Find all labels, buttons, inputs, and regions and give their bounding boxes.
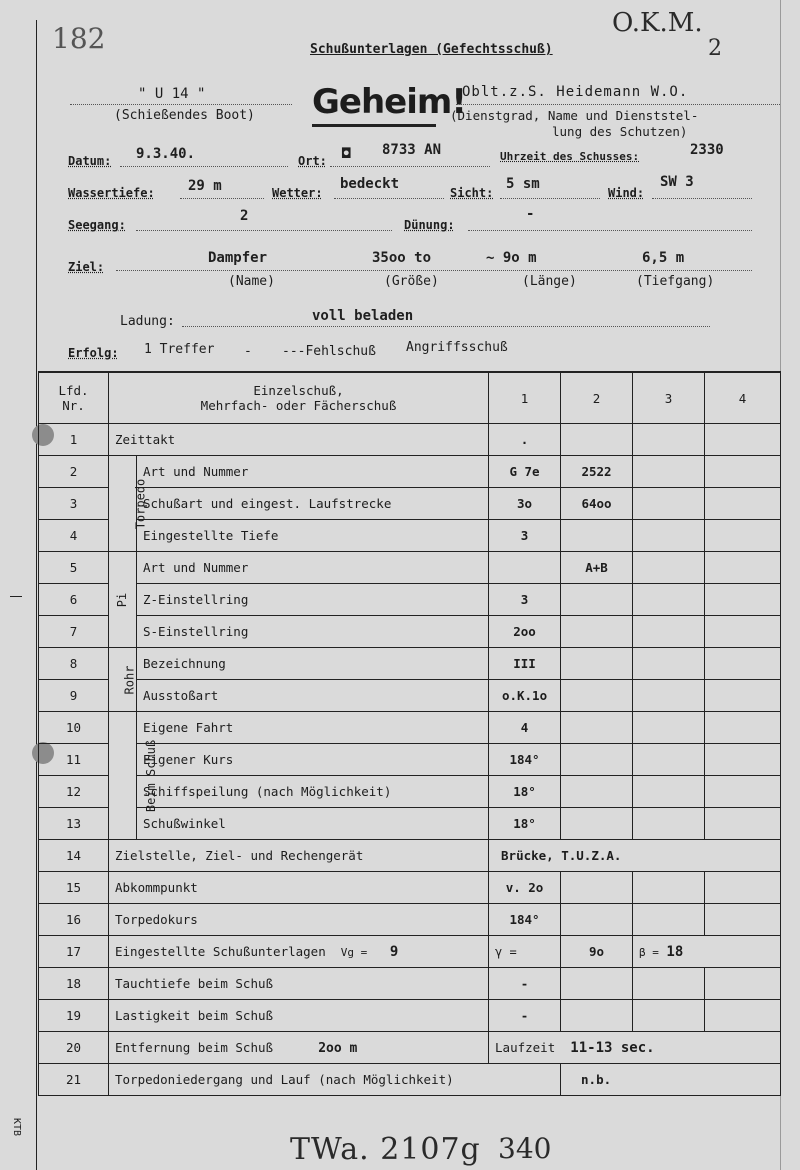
table-row [39, 968, 781, 1000]
row-value-3 [633, 776, 705, 808]
wind-label: Wind: [608, 186, 645, 200]
row-value-4 [705, 1000, 781, 1032]
ziel-dots [116, 270, 752, 271]
row-value-3 [633, 904, 705, 936]
table-row [39, 680, 781, 712]
row-value-4 [705, 968, 781, 1000]
table-row [39, 872, 781, 904]
table-row [39, 424, 781, 456]
row-number: 10 [39, 712, 109, 744]
duenung-label: Dünung: [404, 218, 455, 232]
ziel-name: Dampfer [208, 250, 268, 266]
erfolg-treffer: 1 Treffer [144, 342, 215, 357]
duenung-value: - [526, 206, 535, 222]
row-value-2 [561, 968, 633, 1000]
row-number: 11 [39, 744, 109, 776]
row-value-1 [489, 552, 561, 584]
row-value-3 [633, 968, 705, 1000]
row-label: S-Einstellring [137, 616, 489, 648]
row-label: Torpedokurs [109, 904, 489, 936]
row-number: 15 [39, 872, 109, 904]
wetter-label: Wetter: [272, 186, 323, 200]
margin-tick [10, 596, 22, 597]
header-col-1: 1 [489, 372, 561, 424]
row-value-4 [705, 904, 781, 936]
row-number: 2 [39, 456, 109, 488]
form-title: Schußunterlagen (Gefechtsschuß) [310, 42, 553, 57]
row-value-4 [705, 648, 781, 680]
wassertiefe-label: Wassertiefe: [68, 186, 155, 200]
table-header-row [39, 372, 781, 424]
row-label: Zeittakt [109, 424, 489, 456]
row-value-4 [705, 552, 781, 584]
row-value-1: . [489, 424, 561, 456]
row-value-1: 18° [489, 776, 561, 808]
shooter-dotted-line [456, 104, 780, 105]
ort-label: Ort: [298, 154, 327, 168]
shooter-caption-1: (Dienstgrad, Name und Dienststel- [450, 108, 699, 123]
row-value-3 [633, 552, 705, 584]
group-rohr: Rohr [109, 648, 137, 712]
row-value-2 [561, 424, 633, 456]
row-value-1: G 7e [489, 456, 561, 488]
erfolg-label: Erfolg: [68, 346, 119, 360]
okm-handwritten: O.K.M. [612, 8, 703, 38]
row-label: Schußwinkel [137, 808, 489, 840]
row-number: 13 [39, 808, 109, 840]
row-label: Eingestellte Tiefe [137, 520, 489, 552]
row-value-1: 3o [489, 488, 561, 520]
datum-label: Datum: [68, 154, 112, 168]
table-row [39, 456, 781, 488]
table-row [39, 584, 781, 616]
row-label: Ausstoßart [137, 680, 489, 712]
row-number: 6 [39, 584, 109, 616]
header-lfd-nr: Lfd. Nr. [39, 372, 109, 424]
table-row [39, 712, 781, 744]
row-label: Eigener Kurs [137, 744, 489, 776]
row-number: 1 [39, 424, 109, 456]
wind-value: SW 3 [660, 174, 694, 190]
group-pi: Pi [109, 552, 137, 648]
row-value-2 [561, 680, 633, 712]
row-label: Schiffspeilung (nach Möglichkeit) [137, 776, 489, 808]
row-number: 21 [39, 1064, 109, 1096]
row-value-3 [633, 648, 705, 680]
table-row [39, 1032, 781, 1064]
boat-name: " U 14 " [138, 86, 206, 102]
row-number: 20 [39, 1032, 109, 1064]
beta-cell: β = 18 [633, 936, 781, 968]
secret-stamp: Geheim! [312, 82, 466, 122]
sicht-value: 5 sm [506, 176, 540, 192]
distance-value: 2oo m [318, 1040, 358, 1056]
wassertiefe-dots [180, 198, 264, 199]
table-row [39, 488, 781, 520]
row-value-3 [633, 808, 705, 840]
table-row [39, 904, 781, 936]
ziel-tiefgang: 6,5 m [642, 250, 685, 266]
ladung-value: voll beladen [312, 308, 414, 324]
ziel-groesse-caption: (Größe) [384, 274, 439, 289]
row-value-1: 2oo [489, 616, 561, 648]
ladung-label: Ladung: [120, 314, 175, 329]
row-value-4 [705, 424, 781, 456]
row-value-1: 184° [489, 744, 561, 776]
row-value-4 [705, 680, 781, 712]
row-value-2 [561, 808, 633, 840]
seegang-label: Seegang: [68, 218, 126, 232]
datum-value: 9.3.40. [136, 146, 196, 162]
row-value-3 [633, 424, 705, 456]
row-value-4 [705, 744, 781, 776]
row-value-1: 184° [489, 904, 561, 936]
erfolg-art: Angriffsschuß [406, 340, 508, 355]
group-torpedo: Torpedo [109, 456, 137, 552]
row-value-4 [705, 488, 781, 520]
row-number: 5 [39, 552, 109, 584]
ziel-groesse: 35oo to [372, 250, 432, 266]
datum-dots [120, 166, 288, 167]
ladung-dots [182, 326, 710, 327]
row-value-2 [561, 776, 633, 808]
ort-value: 8733 AN [382, 142, 442, 158]
row-value-3 [633, 872, 705, 904]
wind-dots [652, 198, 752, 199]
row-label: Zielstelle, Ziel- und Rechengerät [109, 840, 489, 872]
row-value-3 [633, 744, 705, 776]
row-number: 3 [39, 488, 109, 520]
row-value-2 [561, 648, 633, 680]
ort-grid-symbol: ◘ [342, 146, 351, 162]
row-label: Bezeichnung [137, 648, 489, 680]
gamma-value: 9o [561, 936, 633, 968]
row-value-4 [705, 584, 781, 616]
row-label: Lastigkeit beim Schuß [109, 1000, 489, 1032]
row-number: 16 [39, 904, 109, 936]
row-value-2 [561, 712, 633, 744]
row-value-3 [633, 488, 705, 520]
row-label: Entfernung beim Schuß 2oo m [109, 1032, 489, 1064]
table-row [39, 616, 781, 648]
wassertiefe-value: 29 m [188, 178, 222, 194]
uhrzeit-value: 2330 [690, 142, 724, 158]
row-value-2: 2522 [561, 456, 633, 488]
row-value-1: - [489, 968, 561, 1000]
row-value-1: 18° [489, 808, 561, 840]
table-row [39, 552, 781, 584]
row-number: 17 [39, 936, 109, 968]
row-value-2 [561, 584, 633, 616]
ziel-label: Ziel: [68, 260, 105, 274]
row-value-2: 64oo [561, 488, 633, 520]
row-value-3 [633, 1000, 705, 1032]
group-beim-schuss: Beim Schuß [109, 712, 137, 840]
row-label: Torpedoniedergang und Lauf (nach Möglichkeit) [109, 1064, 561, 1096]
wetter-value: bedeckt [340, 176, 400, 192]
row-value-2 [561, 1000, 633, 1032]
row-value-4 [705, 776, 781, 808]
row-label: Art und Nummer [137, 552, 489, 584]
row-number: 18 [39, 968, 109, 1000]
row-label: Tauchtiefe beim Schuß [109, 968, 489, 1000]
sheet-number: 2 [708, 36, 722, 61]
row-value-1: o.K.1o [489, 680, 561, 712]
table-row [39, 1000, 781, 1032]
shooter-caption-2: lung des Schutzen) [552, 124, 688, 139]
erfolg-dash: - [244, 344, 252, 359]
left-margin-line [36, 20, 37, 1170]
ziel-name-caption: (Name) [228, 274, 275, 289]
duenung-dots [468, 230, 752, 231]
row-number: 14 [39, 840, 109, 872]
header-col-4: 4 [705, 372, 781, 424]
shooter-name: Oblt.z.S. Heidemann W.O. [462, 84, 689, 100]
row-value-2 [561, 616, 633, 648]
row-value-2 [561, 872, 633, 904]
row-value-4 [705, 520, 781, 552]
sicht-dots [500, 198, 600, 199]
row-value-1: v. 2o [489, 872, 561, 904]
row-number: 19 [39, 1000, 109, 1032]
row-label: Eingestellte Schußunterlagen Vg = 9 [109, 936, 489, 968]
side-stamp: KTB [11, 1118, 22, 1137]
row-value-1: 3 [489, 520, 561, 552]
header-description: Einzelschuß, Mehrfach- oder Fächerschuß [109, 372, 489, 424]
ziel-laenge-caption: (Länge) [522, 274, 577, 289]
vg-value: 9 [389, 943, 399, 960]
laufzeit-cell: Laufzeit 11-13 sec. [489, 1032, 781, 1064]
seegang-value: 2 [240, 208, 249, 224]
table-row [39, 1064, 781, 1096]
table-row [39, 840, 781, 872]
row-value-3 [633, 712, 705, 744]
row-value-4 [705, 808, 781, 840]
row-value-1: Brücke, T.U.Z.A. [489, 840, 781, 872]
archive-suffix: 340 [498, 1132, 552, 1165]
row-value-1: n.b. [561, 1064, 781, 1096]
header-col-3: 3 [633, 372, 705, 424]
seegang-dots [136, 230, 392, 231]
table-row [39, 520, 781, 552]
row-value-2 [561, 904, 633, 936]
stamp-underline [312, 124, 436, 127]
shot-data-table [38, 371, 781, 1096]
table-row [39, 808, 781, 840]
row-label: Art und Nummer [137, 456, 489, 488]
row-value-4 [705, 712, 781, 744]
row-number: 8 [39, 648, 109, 680]
row-value-3 [633, 680, 705, 712]
row-value-1: - [489, 1000, 561, 1032]
uhrzeit-label: Uhrzeit des Schusses: [500, 150, 640, 163]
ziel-tiefgang-caption: (Tiefgang) [636, 274, 715, 289]
table-row [39, 936, 781, 968]
row-label: Z-Einstellring [137, 584, 489, 616]
wetter-dots [334, 198, 444, 199]
ziel-laenge: ~ 9o m [486, 250, 537, 266]
row-value-2: A+B [561, 552, 633, 584]
archive-number: TWa. 2107g [290, 1132, 481, 1167]
vg-label: Vg = [340, 945, 368, 959]
page-number: 182 [52, 22, 106, 55]
row-value-1: 4 [489, 712, 561, 744]
row-value-3 [633, 456, 705, 488]
row-label: Schußart und eingest. Laufstrecke [137, 488, 489, 520]
row-value-1: III [489, 648, 561, 680]
row-label: Eigene Fahrt [137, 712, 489, 744]
row-value-4 [705, 616, 781, 648]
row-value-3 [633, 616, 705, 648]
header-col-2: 2 [561, 372, 633, 424]
gamma-cell: γ = [489, 936, 561, 968]
table-row [39, 648, 781, 680]
row-value-3 [633, 584, 705, 616]
row-value-3 [633, 520, 705, 552]
erfolg-fehlschuss: ---Fehlschuß [282, 344, 376, 359]
row-value-1: 3 [489, 584, 561, 616]
row-value-4 [705, 456, 781, 488]
row-number: 7 [39, 616, 109, 648]
row-value-2 [561, 520, 633, 552]
row-value-2 [561, 744, 633, 776]
row-number: 12 [39, 776, 109, 808]
ort-dots [330, 166, 490, 167]
row-number: 4 [39, 520, 109, 552]
row-value-4 [705, 872, 781, 904]
boat-caption: (Schießendes Boot) [114, 108, 255, 123]
row-number: 9 [39, 680, 109, 712]
row-label: Abkommpunkt [109, 872, 489, 904]
boat-dotted-line [70, 104, 292, 105]
sicht-label: Sicht: [450, 186, 494, 200]
